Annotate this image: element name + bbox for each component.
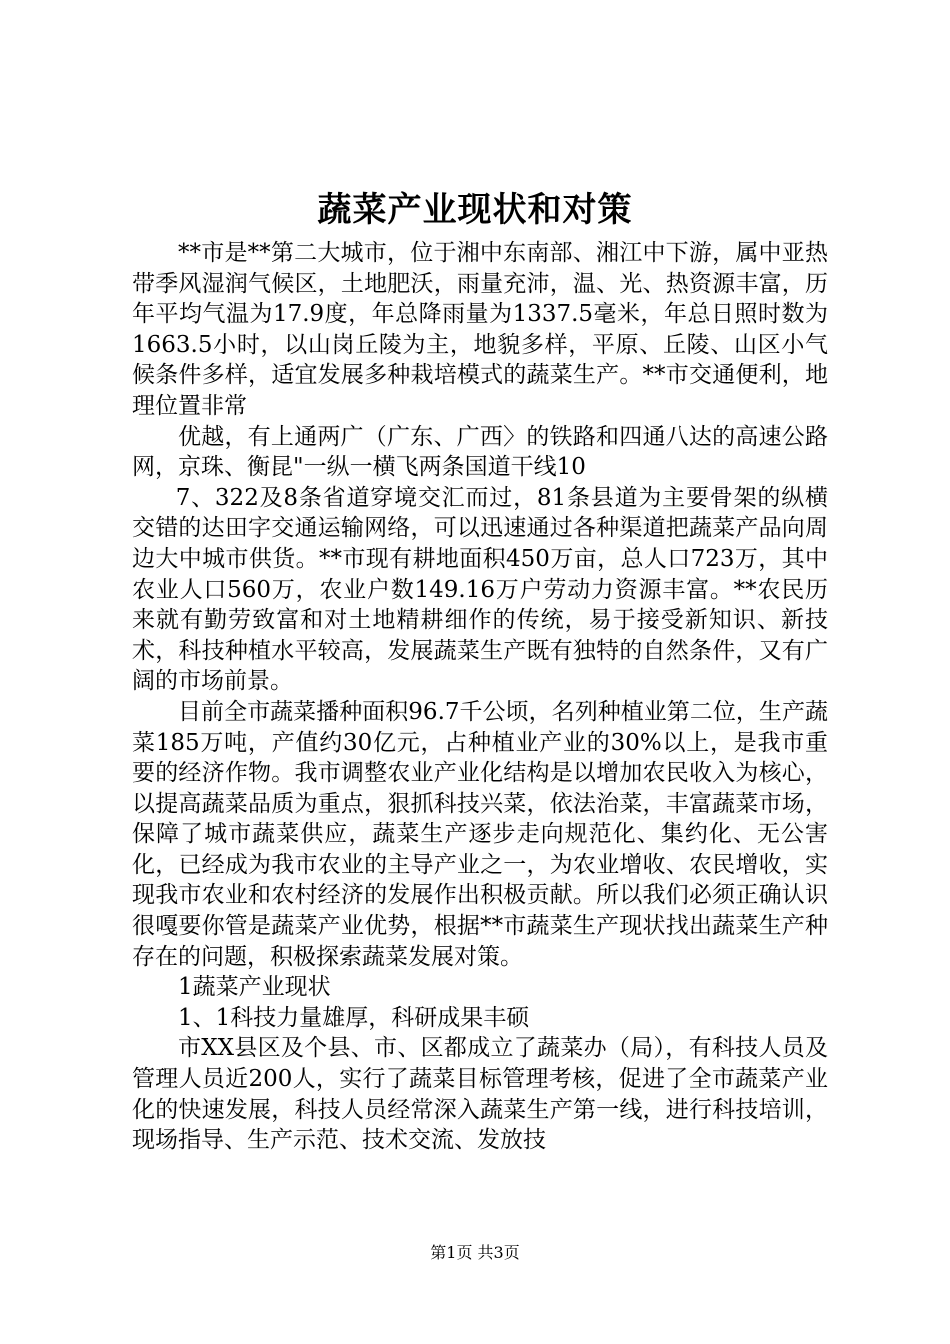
paragraph-transport: 优越，有上通两广（广东、广西〉的铁路和四通八达的高速公路网，京珠、衡昆"一纵一横飞两条国道干线10 bbox=[132, 423, 828, 481]
paragraph-network: 7、322及8条省道穿境交汇而过，81条县道为主要骨架的纵横交错的达田字交通运输网络，可以迅速通过各种渠道把蔬菜产品向周边大中城市供货。**市现有耕地面积450万亩，总人口723万，其中农业人口560万，农业户数149.16万户劳动力资源丰富。**农民历来就有勤劳致富和对土地精耕细作的传统，易于接受新知识、新技术，科技种植水平较高，发展蔬菜生产既有独特的自然条件，又有广阔的市场前景。 bbox=[132, 484, 828, 695]
page-footer: 第1页 共3页 bbox=[430, 1243, 520, 1262]
section-heading: 1蔬菜产业现状 bbox=[178, 974, 331, 1001]
paragraph-intro: **市是**第二大城市，位于湘中东南部、湘江中下游，属中亚热带季风湿润气候区，土地肥沃，雨量充沛，温、光、热资源丰富，历年平均气温为17.9度，年总降雨量为1337.5毫米，年总日照时数为1663.5小时，以山岗丘陵为主，地貌多样，平原、丘陵、山区小气候条件多样，适宜发展多种栽培模式的蔬菜生产。**市交通便利，地理位置非常 bbox=[132, 240, 828, 419]
paragraph-tech-staff: 市XX县区及个县、市、区都成立了蔬菜办（局），有科技人员及管理人员近200人，实行了蔬菜目标管理考核，促进了全市蔬菜产业化的快速发展，科技人员经常深入蔬菜生产第一线，进行科技培训，现场指导、生产示范、技术交流、发放技 bbox=[132, 1035, 828, 1154]
document-body bbox=[132, 238, 828, 1156]
paragraph-current-area: 目前全市蔬菜播种面积96.7千公顷，名列种植业第二位，生产蔬菜185万吨，产值约30亿元，占种植业产业的30%以上，是我市重要的经济作物。我市调整农业产业化结构是以增加农民收入为核心，以提高蔬菜品质为重点，狠抓科技兴菜，依法治菜，丰富蔬菜市场，保障了城市蔬菜供应，蔬菜生产逐步走向规范化、集约化、无公害化，已经成为我市农业的主导产业之一，为农业增收、农民增收，实现我市农业和农村经济的发展作出积极贡献。所以我们必须正确认识很嘎要你管是蔬菜产业优势，根据**市蔬菜生产现状找出蔬菜生产种存在的问题，积极探索蔬菜发展对策。 bbox=[132, 698, 828, 970]
document-title: 蔬菜产业现状和对策 bbox=[317, 190, 633, 230]
subsection-heading: 1、1科技力量雄厚，科研成果丰硕 bbox=[178, 1004, 530, 1031]
